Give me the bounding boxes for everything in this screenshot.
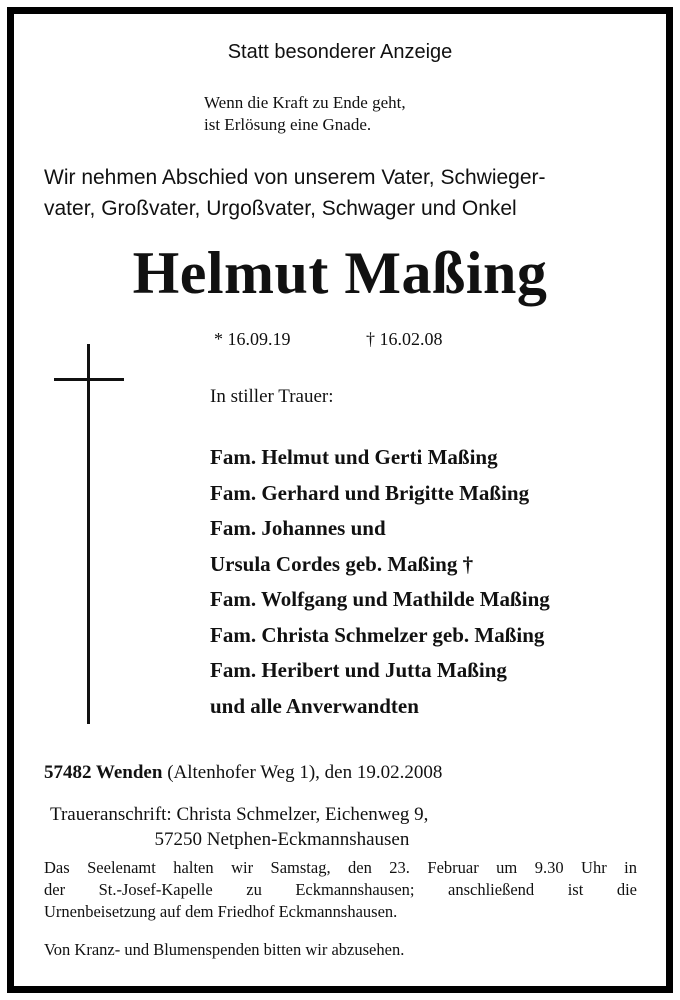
family-list bbox=[210, 440, 550, 724]
intro-text: Wir nehmen Abschied von unserem Vater, Schwieger- vater, Großvater, Urgoßvater, Schwager und Onkel bbox=[44, 166, 546, 220]
cross-icon-bar bbox=[54, 378, 124, 381]
mourning-label: In stiller Trauer: bbox=[210, 386, 334, 407]
family-item: Fam. Gerhard und Brigitte Maßing bbox=[210, 480, 530, 505]
obituary-frame bbox=[7, 7, 673, 993]
place-postcode-town: 57482 Wenden bbox=[44, 762, 163, 783]
requiem-line: Das Seelenamt halten wir Samstag, den 23. Februar um 9.30 Uhr in bbox=[44, 858, 637, 877]
requiem-notice bbox=[44, 857, 637, 923]
place-date-line bbox=[44, 762, 442, 784]
deceased-name: Helmut Maßing bbox=[132, 240, 548, 306]
flowers-notice: Von Kranz- und Blumenspenden bitten wir abzusehen. bbox=[44, 940, 405, 959]
motto-text: Wenn die Kraft zu Ende geht, ist Erlösung eine Gnade. bbox=[204, 93, 406, 134]
header-text: Statt besonderer Anzeige bbox=[227, 41, 453, 63]
death-date: † 16.02.08 bbox=[366, 329, 443, 349]
requiem-line: Urnenbeisetzung auf dem Friedhof Eckmannshausen. bbox=[44, 902, 398, 921]
family-item: Fam. Christa Schmelzer geb. Maßing bbox=[210, 622, 545, 647]
mourning-address: Traueranschrift: Christa Schmelzer, Eichenweg 9, 57250 Netphen-Eckmannshausen bbox=[50, 804, 429, 850]
family-item: Fam. Wolfgang und Mathilde Maßing bbox=[210, 587, 550, 611]
family-item: Ursula Cordes geb. Maßing † bbox=[210, 551, 474, 576]
family-item: und alle Anverwandten bbox=[210, 693, 419, 718]
requiem-line: der St.-Josef-Kapelle zu Eckmannshausen; anschließend ist die bbox=[44, 880, 637, 899]
birth-date: * 16.09.19 bbox=[214, 329, 291, 349]
family-item: Fam. Johannes und bbox=[210, 516, 386, 540]
place-address-date: (Altenhofer Weg 1), den 19.02.2008 bbox=[162, 762, 443, 783]
family-item: Fam. Helmut und Gerti Maßing bbox=[210, 445, 498, 469]
cross-icon bbox=[87, 344, 90, 724]
family-item: Fam. Heribert und Jutta Maßing bbox=[210, 658, 507, 682]
